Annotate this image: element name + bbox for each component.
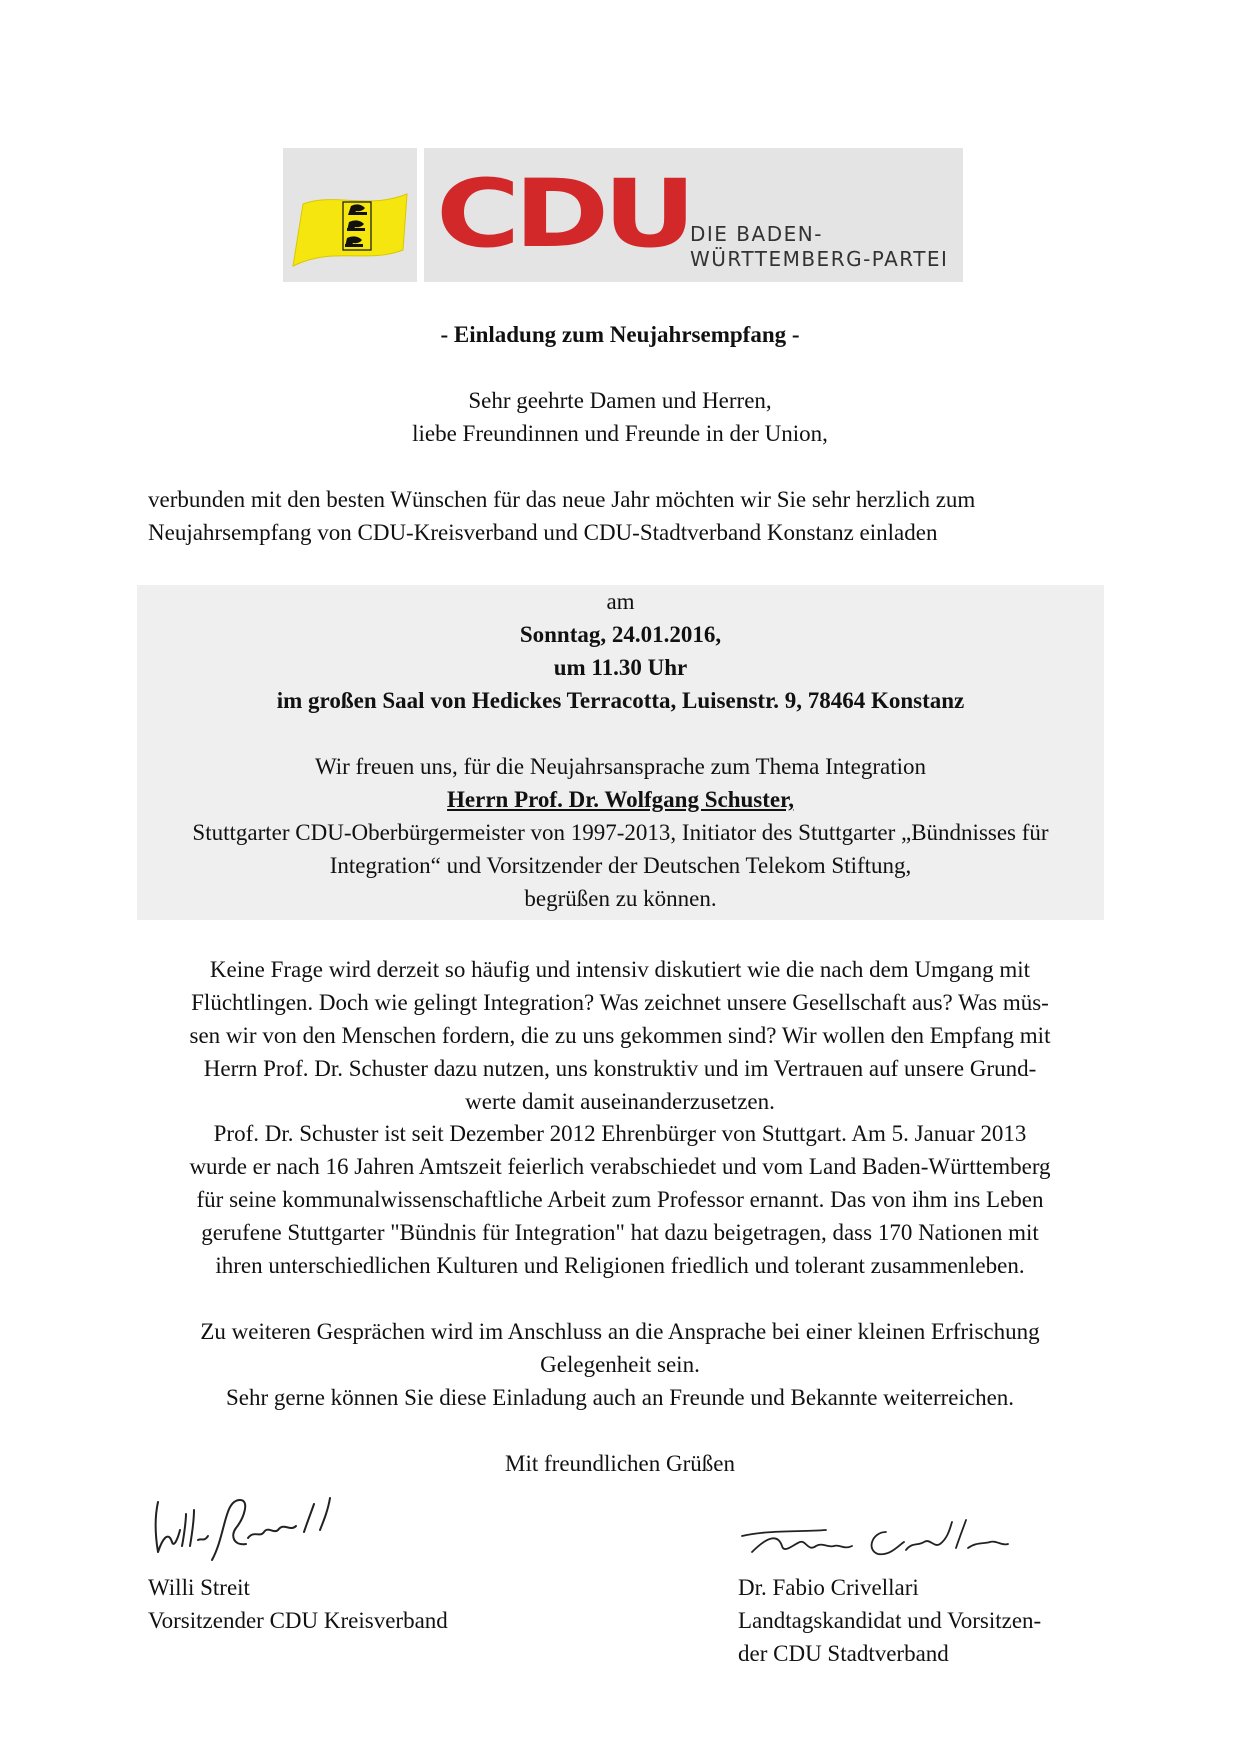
body-p1-line: sen wir von den Menschen fordern, die zu uns gekommen sind? Wir wollen den Empfang mit xyxy=(189,1023,1051,1048)
brand-panel xyxy=(424,148,963,282)
body-p2-line: gerufene Stuttgarter "Bündnis für Integration" hat dazu beigetragen, dass 170 Nationen mit xyxy=(201,1220,1039,1245)
signatory-right xyxy=(738,1571,1041,1670)
greeting-line-1: Sehr geehrte Damen und Herren, xyxy=(468,388,772,413)
invitation-title: - Einladung zum Neujahrsempfang - xyxy=(440,322,800,347)
closing-line-1: Zu weiteren Gesprächen wird im Anschluss an die Ansprache bei einer kleinen Erfrischung xyxy=(200,1319,1040,1344)
event-date: Sonntag, 24.01.2016, xyxy=(519,622,722,647)
baden-wuerttemberg-flag-icon xyxy=(289,190,411,270)
intro-line-2: Neujahrsempfang von CDU-Kreisverband und CDU-Stadtverband Konstanz einladen xyxy=(148,520,938,545)
body-p2-line: Prof. Dr. Schuster ist seit Dezember 2012 Ehrenbürger von Stuttgart. Am 5. Januar 2013 xyxy=(213,1121,1027,1146)
intro-paragraph xyxy=(148,483,1092,549)
signature-fabio-crivellari xyxy=(738,1516,1018,1568)
guest-desc-line-2: Integration“ und Vorsitzender der Deutschen Telekom Stiftung, xyxy=(329,853,912,878)
body-p1-line: werte damit auseinanderzusetzen. xyxy=(465,1089,775,1114)
signatory-name: Willi Streit xyxy=(148,1575,250,1600)
event-details-box xyxy=(137,585,1104,920)
signatory-role: Vorsitzender CDU Kreisverband xyxy=(148,1608,448,1633)
guest-name: Herrn Prof. Dr. Wolfgang Schuster, xyxy=(447,787,794,812)
party-claim xyxy=(690,222,948,272)
body-p1-line: Keine Frage wird derzeit so häufig und intensiv diskutiert wie die nach dem Umgang mit xyxy=(209,957,1031,982)
signatory-role: Landtagskandidat und Vorsitzen- xyxy=(738,1608,1042,1633)
signatory-role-continued: der CDU Stadtverband xyxy=(738,1641,949,1666)
body-p2-line: für seine kommunalwissenschaftliche Arbeit zum Professor ernannt. Das von ihm ins Leben xyxy=(196,1187,1044,1212)
event-when-where xyxy=(137,585,1104,717)
guest-lead: Wir freuen uns, für die Neujahrsansprache zum Thema Integration xyxy=(314,754,927,779)
guest-closing: begrüßen zu können. xyxy=(524,886,717,911)
body-p1-line: Herrn Prof. Dr. Schuster dazu nutzen, uns konstruktiv und im Vertrauen auf unsere Grund- xyxy=(203,1056,1037,1081)
closing-line-2: Gelegenheit sein. xyxy=(540,1352,700,1377)
greeting-line-2: liebe Freundinnen und Freunde in der Union, xyxy=(412,421,828,446)
claim-line-1: DIE BADEN- xyxy=(690,222,823,246)
claim-line-2: WÜRTTEMBERG-PARTEI xyxy=(690,247,949,271)
closing-line-3: Sehr gerne können Sie diese Einladung auch an Freunde und Bekannte weiterreichen. xyxy=(225,1385,1015,1410)
signatory-left xyxy=(148,1571,448,1637)
body-p1-line: Flüchtlingen. Doch wie gelingt Integration? Was zeichnet unsere Gesellschaft aus? Was müs- xyxy=(191,990,1049,1015)
signature-willi-streit xyxy=(150,1490,380,1570)
body-paragraph-2 xyxy=(130,1117,1110,1282)
body-paragraph-1 xyxy=(130,953,1110,1118)
event-time: um 11.30 Uhr xyxy=(553,655,688,680)
greeting xyxy=(130,384,1110,450)
cdu-wordmark: CDU xyxy=(436,160,691,269)
signatory-name: Dr. Fabio Crivellari xyxy=(738,1575,919,1600)
body-p2-line: wurde er nach 16 Jahren Amtszeit feierlich verabschiedet und vom Land Baden-Württemberg xyxy=(189,1154,1051,1179)
event-prefix: am xyxy=(606,589,635,614)
cdu-logo xyxy=(283,148,963,282)
event-venue: im großen Saal von Hedickes Terracotta, Luisenstr. 9, 78464 Konstanz xyxy=(276,688,965,713)
intro-line-1: verbunden mit den besten Wünschen für das neue Jahr möchten wir Sie sehr herzlich zum xyxy=(148,487,976,512)
flag-panel xyxy=(283,148,417,282)
regards: Mit freundlichen Grüßen xyxy=(505,1451,735,1476)
guest-desc-line-1: Stuttgarter CDU-Oberbürgermeister von 1997-2013, Initiator des Stuttgarter „Bündnisses für xyxy=(192,820,1049,845)
body-p2-line: ihren unterschiedlichen Kulturen und Religionen friedlich und tolerant zusammenleben. xyxy=(215,1253,1025,1278)
guest-speaker xyxy=(137,750,1104,915)
closing-paragraph xyxy=(130,1315,1110,1414)
